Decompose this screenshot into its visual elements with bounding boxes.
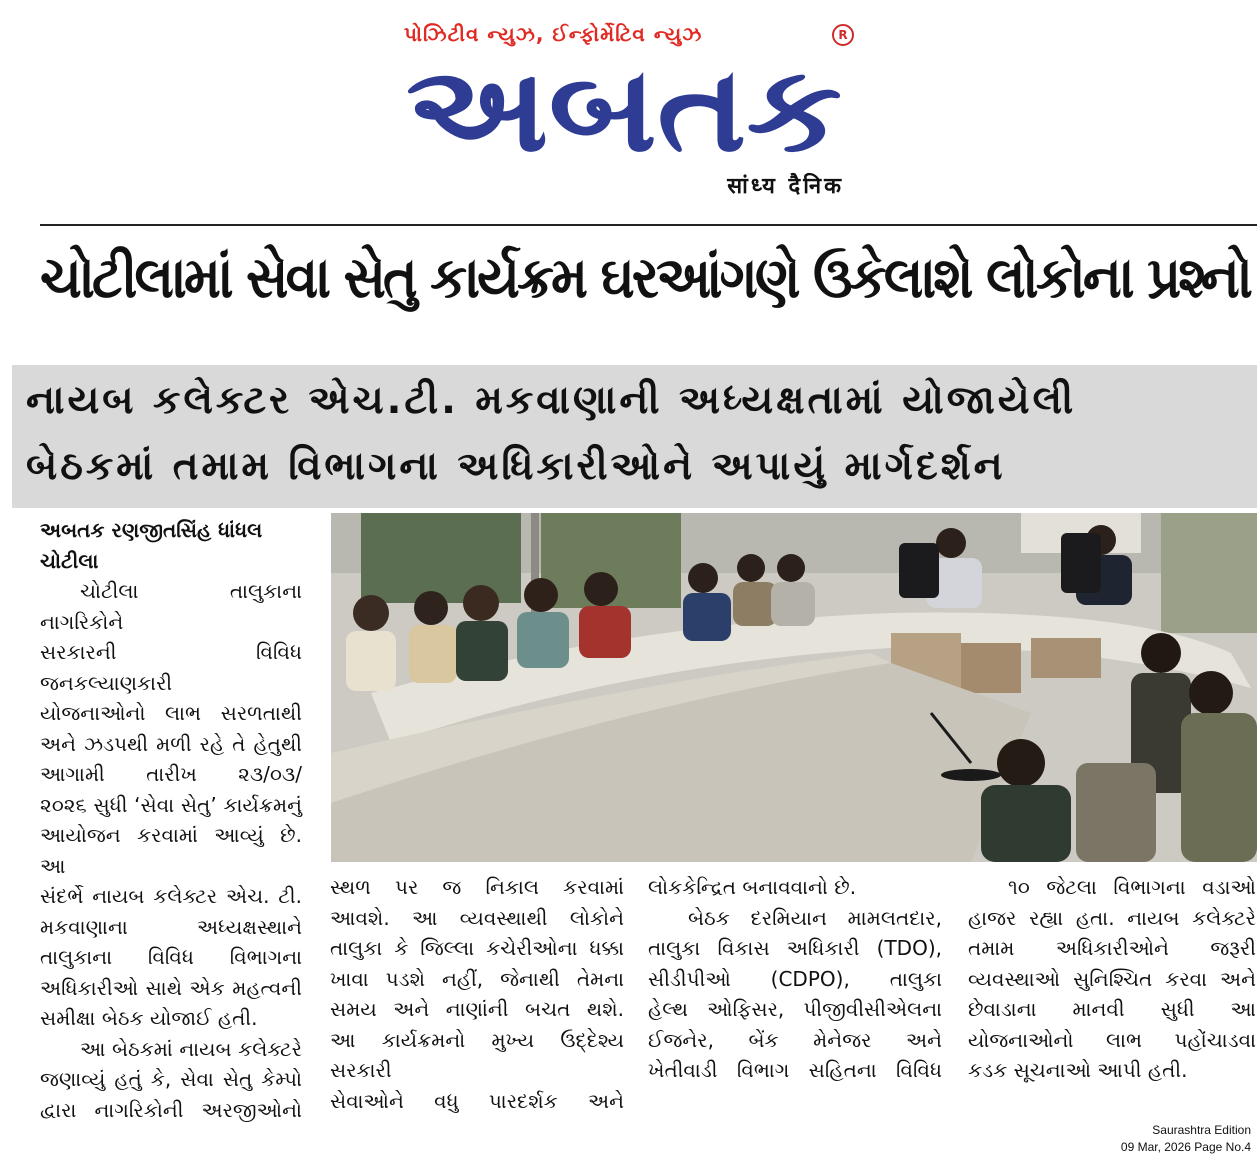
edition-name: Saurashtra Edition bbox=[1152, 1123, 1251, 1137]
article-line: તાલુકા વિકાસ અધિકારી (TDO), bbox=[648, 936, 942, 960]
article-byline-place: ચોટીલા bbox=[40, 548, 99, 573]
brand-logo bbox=[404, 46, 844, 164]
article-line: આ બેઠકમાં નાયબ કલેક્ટરે bbox=[80, 1036, 302, 1061]
article-line: તાલુકા કે જિલ્લા કચેરીઓના ધક્કા bbox=[330, 936, 624, 960]
article-line: ચોટીલા તાલુકાના નાગરિકોને bbox=[40, 579, 302, 634]
article-line: લોકકેન્દ્રિત બનાવવાનો છે. bbox=[648, 875, 857, 899]
article-line: ૧૦ જેટલા વિભાગના વડાઓ bbox=[1008, 875, 1256, 899]
article-line: ખાવા પડશે નહીં, જેનાથી તેમના bbox=[330, 966, 624, 991]
article-line: આગામી તારીખ ૨૩/૦૩/ bbox=[40, 762, 302, 786]
article-line: સેવાઓને વધુ પારદર્શક અને bbox=[330, 1088, 624, 1113]
article-byline-name: અબતક રણજીતસિંહ ધાંધલ bbox=[40, 518, 263, 542]
article-line: સીડીપીઓ (CDPO), તાલુકા bbox=[648, 966, 942, 991]
masthead bbox=[404, 16, 856, 206]
article-line: દ્વારા નાગરિકોની અરજીઓનો bbox=[40, 1097, 302, 1122]
article-line: આ કાર્યક્રમનો મુખ્ય ઉદ્દેશ્ય સરકારી bbox=[330, 1027, 624, 1082]
article-line: કડક સૂચનાઓ આપી હતી. bbox=[968, 1058, 1188, 1082]
edition-date-page: 09 Mar, 2026 Page No.4 bbox=[1120, 1140, 1251, 1154]
article-column-4 bbox=[968, 872, 1256, 1086]
article-line: યોજનાઓનો લાભ સરળતાથી bbox=[40, 701, 302, 725]
subheadline-box bbox=[12, 365, 1257, 508]
article-line: આયોજન કરવામાં આવ્યું છે. આ bbox=[40, 823, 302, 878]
article-line: અધિકારીઓ સાથે એક મહત્વની bbox=[40, 975, 302, 1000]
meeting-photo-illustration bbox=[331, 513, 1257, 862]
subheadline-line-1: નાયબ કલેક્ટર એચ.ટી. મકવાણાની અધ્યક્ષતામાં યોજાયેલી bbox=[26, 378, 1077, 423]
article-line: છેવાડાના માનવી સુધી આ bbox=[968, 997, 1256, 1021]
article-line: વ્યવસ્થાઓ સુનિશ્ચિત કરવા અને bbox=[968, 966, 1256, 991]
article-line: યોજનાઓનો લાભ પહોંચાડવા bbox=[968, 1027, 1256, 1052]
article-column-3 bbox=[648, 872, 942, 1086]
article-line: ખેતીવાડી વિભાગ સહિતના વિવિધ bbox=[648, 1058, 942, 1082]
subheadline-line-2: બેઠકમાં તમામ વિભાગના અધિકારીઓને અપાયું માર્ગદર્શન bbox=[26, 444, 1006, 489]
brand-logo-text: અબતક bbox=[406, 46, 842, 164]
article-line: તાલુકાના વિવિધ વિભાગના bbox=[40, 945, 302, 969]
article-line: હેલ્થ ઓફિસર, પીજીવીસીએલના bbox=[648, 997, 942, 1021]
masthead-subtitle: सांध्य दैनिक bbox=[727, 174, 844, 199]
article-column-2 bbox=[330, 872, 624, 1116]
article-line: સંદર્ભે નાયબ કલેક્ટર એચ. ટી. bbox=[40, 884, 302, 908]
article-column-1 bbox=[40, 515, 302, 1125]
article-line: આવશે. આ વ્યવસ્થાથી લોકોને bbox=[330, 905, 624, 930]
header-rule bbox=[40, 224, 1257, 226]
masthead-tagline: પોઝિટીવ ન્યુઝ, ઈન્ફોર્મેટિવ ન્યુઝ bbox=[404, 22, 703, 46]
meeting-photo bbox=[331, 513, 1257, 862]
edition-info bbox=[1121, 1122, 1251, 1156]
article-line: અને ઝડપથી મળી રહે તે હેતુથી bbox=[40, 731, 302, 756]
article-line: સ્થળ પર જ નિકાલ કરવામાં bbox=[330, 875, 624, 899]
article-line: મકવાણાના અધ્યક્ષસ્થાને bbox=[40, 914, 302, 939]
headline: ચોટીલામાં સેવા સેતુ કાર્યક્રમ ઘરઆંગણે ઉકેલાશે લોકોના પ્રશ્નો bbox=[40, 245, 1251, 311]
article-line: હાજર રહ્યા હતા. નાયબ કલેક્ટરે bbox=[968, 905, 1256, 930]
article-line: ઈજનેર, બેંક મેનેજર અને bbox=[648, 1027, 942, 1052]
article-line: બેઠક દરમિયાન મામલતદાર, bbox=[688, 905, 942, 930]
article-line: તમામ અધિકારીઓને જરૂરી bbox=[968, 936, 1256, 960]
article-line: જણાવ્યું હતું કે, સેવા સેતુ કેમ્પો bbox=[40, 1067, 302, 1091]
article-line: ૨૦૨૬ સુધી ‘સેવા સેતુ’ કાર્યક્રમનું bbox=[40, 792, 302, 817]
article-line: સમીક્ષા બેઠક યોજાઈ હતી. bbox=[40, 1006, 258, 1030]
article-line: સમય અને નાણાંની બચત થશે. bbox=[330, 997, 624, 1021]
article-line: સરકારની વિવિધ જનકલ્યાણકારી bbox=[40, 640, 302, 695]
registered-mark-icon: R bbox=[832, 24, 854, 46]
